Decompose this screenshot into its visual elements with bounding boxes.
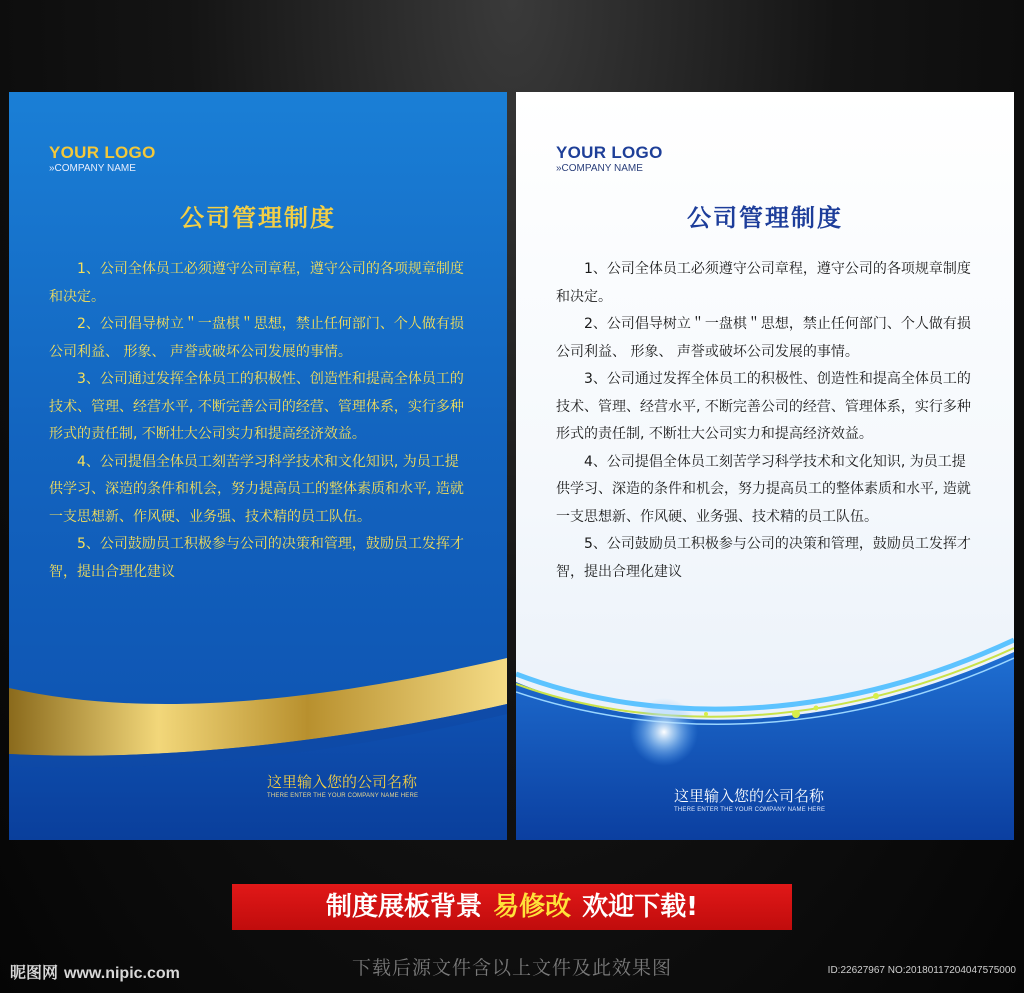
image-id-label: ID:22627967 NO:20180117204047575000	[827, 965, 1016, 976]
rule-item: 1、公司全体员工必须遵守公司章程，遵守公司的各项规章制度和决定。	[49, 261, 464, 305]
company-name-small: »COMPANY NAME	[556, 163, 643, 174]
rule-item: 5、公司鼓励员工积极参与公司的决策和管理，鼓励员工发挥才智，提出合理化建议	[49, 536, 464, 580]
company-name-small: »COMPANY NAME	[49, 163, 136, 174]
company-name-en: THERE ENTER THE YOUR COMPANY NAME HERE	[674, 807, 826, 813]
company-name-cn: 这里输入您的公司名称	[267, 773, 418, 791]
rule-item: 4、公司提倡全体员工刻苦学习科学技术和文化知识, 为员工提供学习、深造的条件和机会，努力提高员工的整体素质和水平, 造就一支思想新、作风硬、业务强、技术精的员工队伍。	[49, 453, 464, 525]
blue-wave-decoration	[516, 92, 1014, 840]
gold-wave-decoration	[9, 92, 507, 840]
rule-item: 4、公司提倡全体员工刻苦学习科学技术和文化知识, 为员工提供学习、深造的条件和机会，努力提高员工的整体素质和水平, 造就一支思想新、作风硬、业务强、技术精的员工队伍。	[556, 453, 971, 525]
download-note: 下载后源文件含以上文件及此效果图	[351, 957, 672, 979]
logo-text: YOUR LOGO	[49, 143, 156, 162]
banner-text-1: 制度展板背景	[325, 892, 482, 922]
banner-text-3: 欢迎下载!	[582, 892, 699, 922]
rule-item: 2、公司倡导树立＂一盘棋＂思想，禁止任何部门、个人做有损公司利益、 形象、 声誉或破坏公司发展的事情。	[556, 316, 971, 360]
poster-title: 公司管理制度	[180, 204, 336, 232]
rule-item: 1、公司全体员工必须遵守公司章程，遵守公司的各项规章制度和决定。	[556, 261, 971, 305]
promo-banner	[232, 884, 792, 930]
poster-board-blue	[9, 92, 507, 840]
company-name-en: THERE ENTER THE YOUR COMPANY NAME HERE	[267, 793, 419, 799]
poster-board-white	[516, 92, 1014, 840]
banner-text-highlight: 易修改	[493, 892, 572, 922]
site-watermark	[10, 960, 180, 983]
site-url: www.nipic.com	[64, 965, 180, 982]
rule-item: 3、公司通过发挥全体员工的积极性、创造性和提高全体员工的技术、管理、经营水平, 不断完善公司的经营、管理体系，实行多种形式的责任制, 不断壮大公司实力和提高经济效益。	[556, 371, 971, 442]
poster-title: 公司管理制度	[687, 204, 843, 232]
rule-item: 5、公司鼓励员工积极参与公司的决策和管理，鼓励员工发挥才智，提出合理化建议	[556, 536, 971, 580]
rule-item: 3、公司通过发挥全体员工的积极性、创造性和提高全体员工的技术、管理、经营水平, 不断完善公司的经营、管理体系，实行多种形式的责任制, 不断壮大公司实力和提高经济效益。	[49, 371, 464, 442]
logo-text: YOUR LOGO	[556, 143, 663, 162]
site-brand: 昵图网	[10, 963, 59, 982]
company-name-cn: 这里输入您的公司名称	[674, 787, 825, 805]
rule-item: 2、公司倡导树立＂一盘棋＂思想，禁止任何部门、个人做有损公司利益、 形象、 声誉或破坏公司发展的事情。	[49, 316, 464, 360]
